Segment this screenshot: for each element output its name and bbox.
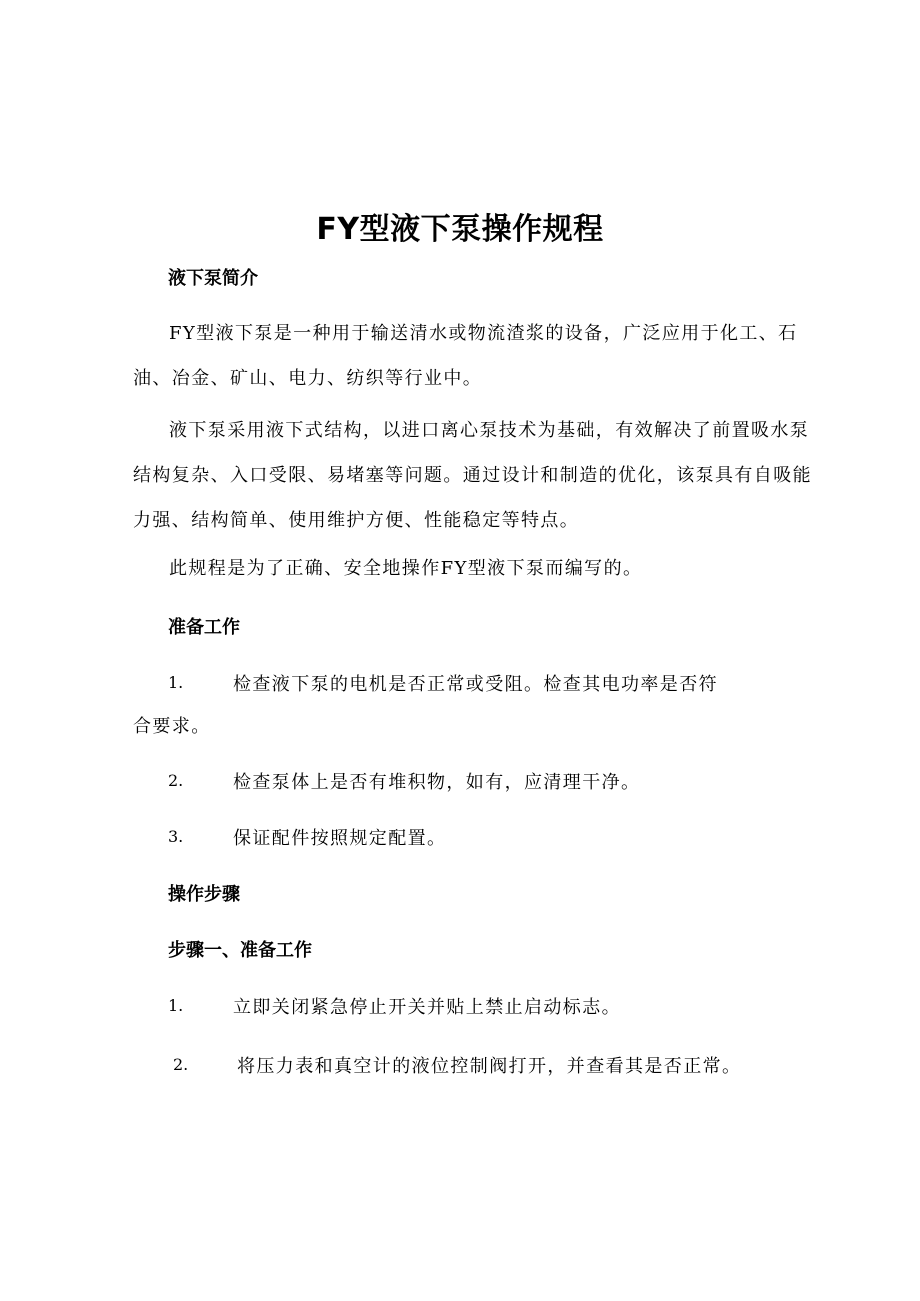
- list-item-continuation: 合要求。: [133, 716, 211, 737]
- intro-paragraph-1: FY型液下泵是一种用于输送清水或物流渣浆的设备，广泛应用于化工、石油、冶金、矿山、电力、纺织等行业中。: [133, 323, 798, 389]
- list-item-text: 保证配件按照规定配置。: [233, 828, 447, 849]
- document-title: FY型液下泵操作规程: [316, 212, 604, 247]
- section-heading-operation: 操作步骤: [168, 884, 240, 905]
- list-item-text: 检查液下泵的电机是否正常或受阻。检查其电功率是否符: [233, 674, 718, 695]
- intro-paragraph-3: 此规程是为了正确、安全地操作FY型液下泵而编写的。: [169, 558, 643, 579]
- list-item-number: 2.: [168, 771, 184, 790]
- intro-paragraph-2: 液下泵采用液下式结构，以进口离心泵技术为基础，有效解决了前置吸水泵结构复杂、入口受限、易堵塞等问题。通过设计和制造的优化，该泵具有自吸能力强、结构简单、使用维护方便、性能稳定等特点。: [133, 420, 812, 531]
- section-heading-preparation: 准备工作: [168, 617, 240, 638]
- list-item-text: 检查泵体上是否有堆积物，如有，应清理干净。: [233, 772, 641, 793]
- list-item-number: 3.: [168, 827, 184, 846]
- list-item-number: 1.: [168, 673, 184, 692]
- section-heading-intro: 液下泵简介: [168, 268, 258, 289]
- list-item-number: 2.: [173, 1055, 189, 1074]
- list-item-text: 将压力表和真空计的液位控制阀打开，并查看其是否正常。: [237, 1056, 742, 1077]
- list-item-text: 立即关闭紧急停止开关并贴上禁止启动标志。: [233, 997, 621, 1018]
- list-item-number: 1.: [168, 996, 184, 1015]
- subsection-heading-step1: 步骤一、准备工作: [168, 940, 312, 961]
